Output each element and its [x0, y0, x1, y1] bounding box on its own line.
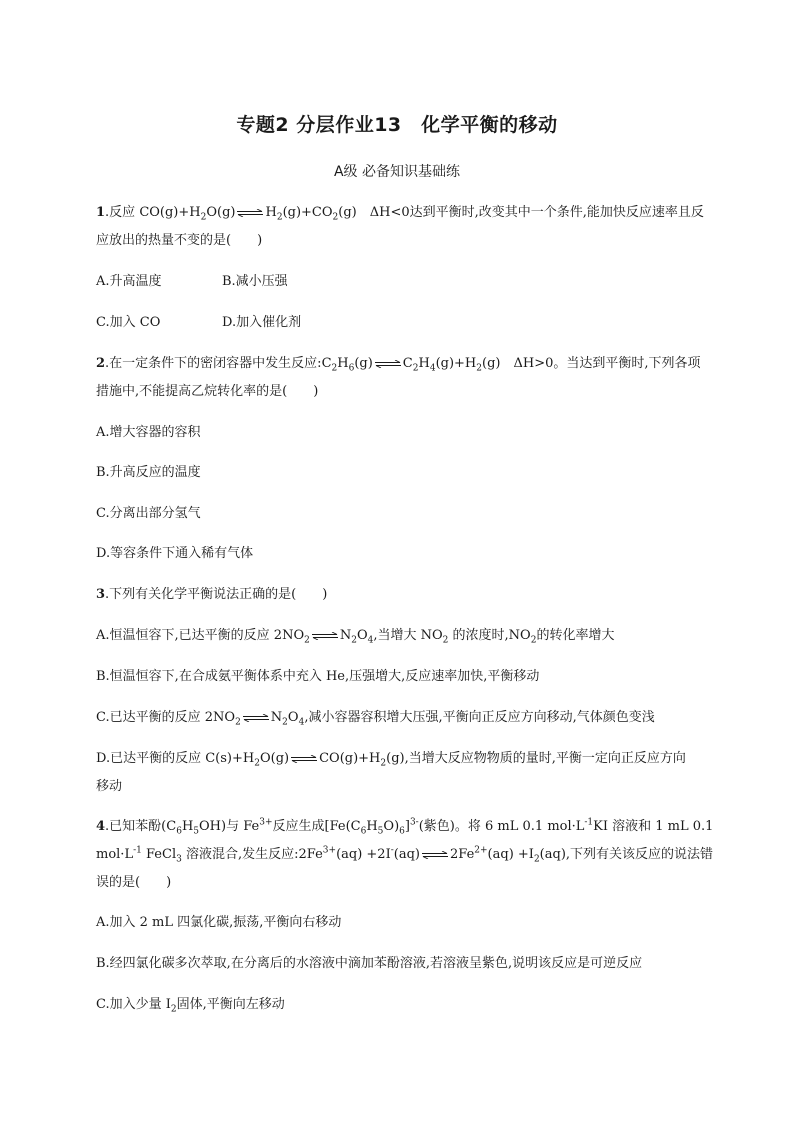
question-2-stem-line2: 措施中,不能提高乙烷转化率的是( ) — [96, 384, 319, 399]
question-3-option-d-line2: 移动 — [96, 779, 123, 794]
equilibrium-arrow-icon — [311, 632, 339, 640]
equilibrium-arrow-icon — [290, 755, 318, 763]
question-2-stem: 2.在一定条件下的密闭容器中发生反应$:C_2H_6(g)$ $C_2H_4(g)+H_2(g)$ ΔH>0。当达到平衡时,下列各项 — [96, 356, 701, 374]
question-4-stem: 4.已知苯酚$(C_6H_5OH)$与 $Fe^{3+}$反应生成$[Fe(C_6H_5O)_6]^{3-}$(紫色)。将 6 mL 0.1 $mol\cdot L^{-1}KI$ 溶液和 1 mL 0.1 — [96, 817, 714, 837]
question-1-option-b: B.减小压强 — [222, 274, 288, 289]
equation-1: $CO(g)+H_2O(g)$ $H_2(g)+CO_2(g)$ — [139, 205, 357, 223]
question-1-option-d: D.加入催化剂 — [222, 315, 302, 330]
question-2-option-c: C.分离出部分氢气 — [96, 506, 201, 521]
question-2-option-b: B.升高反应的温度 — [96, 465, 201, 480]
question-2-option-a: A.增大容器的容积 — [96, 425, 201, 440]
question-1-option-a: A.升高温度 — [96, 274, 162, 289]
question-1-stem-line2: 应放出的热量不变的是( ) — [96, 233, 263, 248]
question-3-option-b: B.恒温恒容下,在合成氨平衡体系中充入 He,压强增大,反应速率加快,平衡移动 — [96, 669, 540, 684]
question-2-option-d: D.等容条件下通入稀有气体 — [96, 546, 254, 561]
question-4-stem-line3: 误的是( ) — [96, 875, 172, 890]
equilibrium-arrow-icon — [236, 209, 264, 217]
question-3-option-a: A.恒温恒容下,已达平衡的反应 $2NO_2$ $N_2O_4$,当增大 $NO_2$ 的浓度时$,NO_2$的转化率增大 — [96, 628, 615, 646]
question-1-option-c: C.加入 CO — [96, 315, 161, 330]
section-heading: A级 必备知识基础练 — [333, 164, 461, 180]
question-4-option-a: A.加入 2 mL 四氯化碳,振荡,平衡向右移动 — [96, 915, 342, 930]
question-3-option-c: C.已达平衡的反应 $2NO_2$ $N_2O_4$,减小容器容积增大压强,平衡向正反应方向移动,气体颜色变浅 — [96, 710, 655, 728]
question-3-option-d: D.已达平衡的反应 $C(s)+H_2O(g)$ $CO(g)+H_2(g)$,当增大反应物物质的量时,平衡一定向正反应方向 — [96, 751, 686, 769]
equilibrium-arrow-icon — [421, 851, 449, 859]
equilibrium-arrow-icon — [242, 714, 270, 722]
question-1-stem: 1.反应 $CO(g)+H_2O(g)$ $H_2(g)+CO_2(g)$ ΔH<0达到平衡时,改变其中一个条件,能加快反应速率且反 — [96, 205, 704, 223]
question-3-stem: 3.下列有关化学平衡说法正确的是( ) — [96, 587, 328, 602]
equilibrium-arrow-icon — [374, 360, 402, 368]
equation-2: $C_2H_6(g)$ $C_2H_4(g)+H_2(g)$ — [321, 356, 501, 374]
question-4-option-b: B.经四氯化碳多次萃取,在分离后的水溶液中滴加苯酚溶液,若溶液呈紫色,说明该反应是可逆反应 — [96, 956, 643, 971]
question-4-option-c: C.加入少量 $I_2$固体,平衡向左移动 — [96, 997, 285, 1015]
question-4-stem-line2: $mol\cdot L^{-1}$ FeCl$_3$ 溶液混合,发生反应$:2Fe^{3+}(aq) +2I^-(aq)$ $2Fe^{2+}(aq) +I_2(aq)$,下列有关该反应的说法错 — [96, 845, 714, 865]
page-title: 专题2 分层作业13 化学平衡的移动 — [236, 114, 558, 136]
